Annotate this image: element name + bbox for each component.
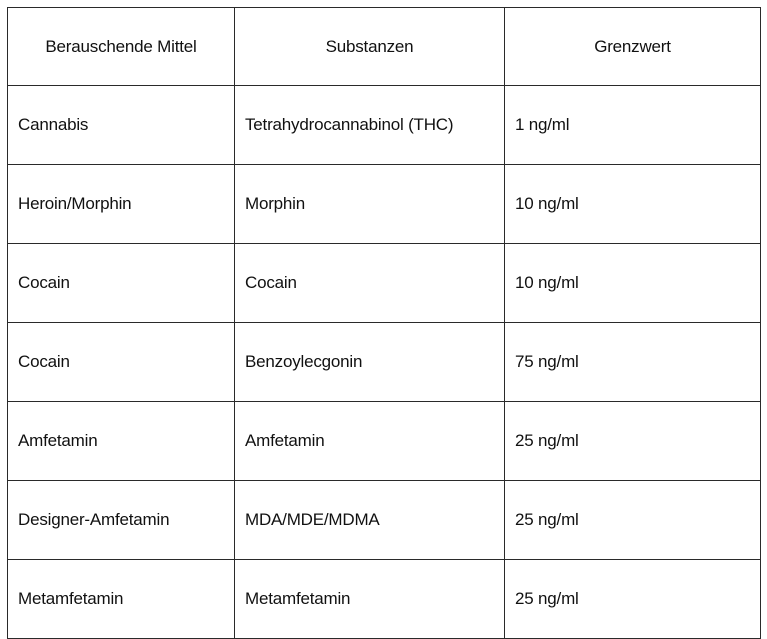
cell-mittel: Heroin/Morphin — [8, 165, 235, 244]
table-row — [8, 402, 761, 481]
header-substanzen: Substanzen — [235, 8, 505, 86]
cell-substanz: Tetrahydrocannabinol (THC) — [235, 86, 505, 165]
cell-mittel: Metamfetamin — [8, 560, 235, 639]
cell-substanz: Morphin — [235, 165, 505, 244]
cell-substanz: Benzoylecgonin — [235, 323, 505, 402]
header-row — [8, 8, 761, 86]
cell-mittel: Cocain — [8, 323, 235, 402]
cell-grenzwert: 1 ng/ml — [505, 86, 761, 165]
cell-mittel: Cocain — [8, 244, 235, 323]
cell-grenzwert: 10 ng/ml — [505, 165, 761, 244]
cell-grenzwert: 25 ng/ml — [505, 560, 761, 639]
table-row — [8, 86, 761, 165]
table-row — [8, 481, 761, 560]
cell-grenzwert: 75 ng/ml — [505, 323, 761, 402]
table-row — [8, 244, 761, 323]
cell-substanz: Metamfetamin — [235, 560, 505, 639]
cell-mittel: Amfetamin — [8, 402, 235, 481]
header-grenzwert: Grenzwert — [505, 8, 761, 86]
cell-substanz: Amfetamin — [235, 402, 505, 481]
cell-grenzwert: 10 ng/ml — [505, 244, 761, 323]
cell-substanz: MDA/MDE/MDMA — [235, 481, 505, 560]
header-berauschende-mittel: Berauschende Mittel — [8, 8, 235, 86]
cell-mittel: Cannabis — [8, 86, 235, 165]
table-row — [8, 165, 761, 244]
table-header — [8, 8, 761, 86]
limits-table — [7, 7, 761, 639]
cell-grenzwert: 25 ng/ml — [505, 402, 761, 481]
cell-substanz: Cocain — [235, 244, 505, 323]
cell-grenzwert: 25 ng/ml — [505, 481, 761, 560]
table-body — [8, 86, 761, 639]
table-row — [8, 323, 761, 402]
cell-mittel: Designer-Amfetamin — [8, 481, 235, 560]
